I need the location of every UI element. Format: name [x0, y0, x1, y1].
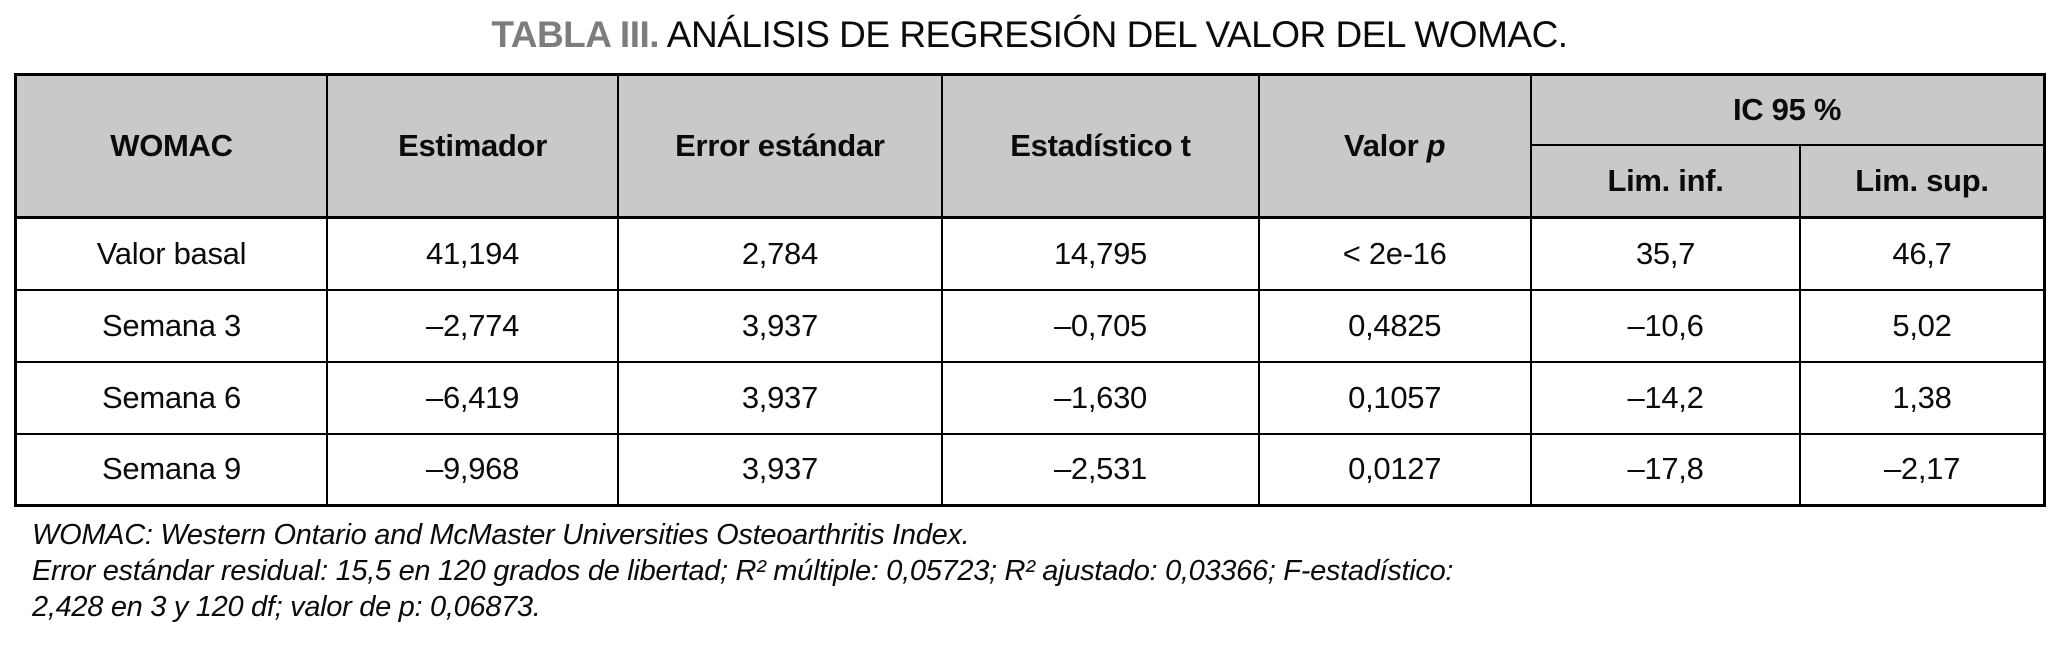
row-label: Semana 3 — [15, 290, 327, 362]
table-cell: 0,0127 — [1259, 434, 1531, 506]
header-ic-95: IC 95 % — [1531, 75, 2044, 145]
row-label: Semana 6 — [15, 362, 327, 434]
header-lim-inf: Lim. inf. — [1531, 145, 1801, 218]
row-label: Valor basal — [15, 218, 327, 290]
table-cell: 14,795 — [942, 218, 1259, 290]
table-cell: –10,6 — [1531, 290, 1801, 362]
table-cell: 3,937 — [618, 290, 943, 362]
header-valor-p — [1259, 75, 1531, 218]
table-cell: < 2e-16 — [1259, 218, 1531, 290]
table-cell: 35,7 — [1531, 218, 1801, 290]
table-cell: –14,2 — [1531, 362, 1801, 434]
table-row-semana-3 — [15, 290, 2044, 362]
table-row-semana-6 — [15, 362, 2044, 434]
table-cell: 1,38 — [1800, 362, 2044, 434]
footnote-regression-stats-2: 2,428 en 3 y 120 df; valor de p: 0,06873. — [32, 591, 541, 623]
valor-p-prefix: Valor — [1344, 128, 1427, 163]
table-footnotes — [32, 517, 2059, 625]
table-title-text: ANÁLISIS DE REGRESIÓN DEL VALOR DEL WOMAC. — [666, 14, 1568, 55]
table-cell: –2,531 — [942, 434, 1259, 506]
header-lim-sup: Lim. sup. — [1800, 145, 2044, 218]
valor-p-symbol: p — [1426, 128, 1446, 163]
table-row-valor-basal — [15, 218, 2044, 290]
table-cell: 0,4825 — [1259, 290, 1531, 362]
table-cell: 3,937 — [618, 434, 943, 506]
footnote-womac-definition: WOMAC: Western Ontario and McMaster Universities Osteoarthritis Index. — [32, 519, 970, 551]
table-cell: 0,1057 — [1259, 362, 1531, 434]
header-womac: WOMAC — [15, 75, 327, 218]
table-body — [15, 218, 2044, 506]
table-cell: –2,17 — [1800, 434, 2044, 506]
row-label: Semana 9 — [15, 434, 327, 506]
footnote-regression-stats-1: Error estándar residual: 15,5 en 120 grados de libertad; R² múltiple: 0,05723; R² ajustado: 0,03366; F-estadístico: — [32, 555, 1454, 587]
table-cell: 41,194 — [327, 218, 617, 290]
table-header — [15, 75, 2044, 218]
table-cell: 3,937 — [618, 362, 943, 434]
header-row-top — [15, 75, 2044, 145]
table-cell: –6,419 — [327, 362, 617, 434]
table-cell: –9,968 — [327, 434, 617, 506]
table-cell: –2,774 — [327, 290, 617, 362]
table-cell: 5,02 — [1800, 290, 2044, 362]
header-estadistico-t: Estadístico t — [942, 75, 1259, 218]
regression-table — [14, 73, 2046, 507]
header-error-estandar: Error estándar — [618, 75, 943, 218]
table-row-semana-9 — [15, 434, 2044, 506]
table-cell: –1,630 — [942, 362, 1259, 434]
table-number-label: TABLA III. — [491, 14, 660, 55]
table-cell: –17,8 — [1531, 434, 1801, 506]
table-cell: 46,7 — [1800, 218, 2044, 290]
table-cell: –0,705 — [942, 290, 1259, 362]
page-title — [0, 14, 2059, 56]
table-cell: 2,784 — [618, 218, 943, 290]
header-estimador: Estimador — [327, 75, 617, 218]
